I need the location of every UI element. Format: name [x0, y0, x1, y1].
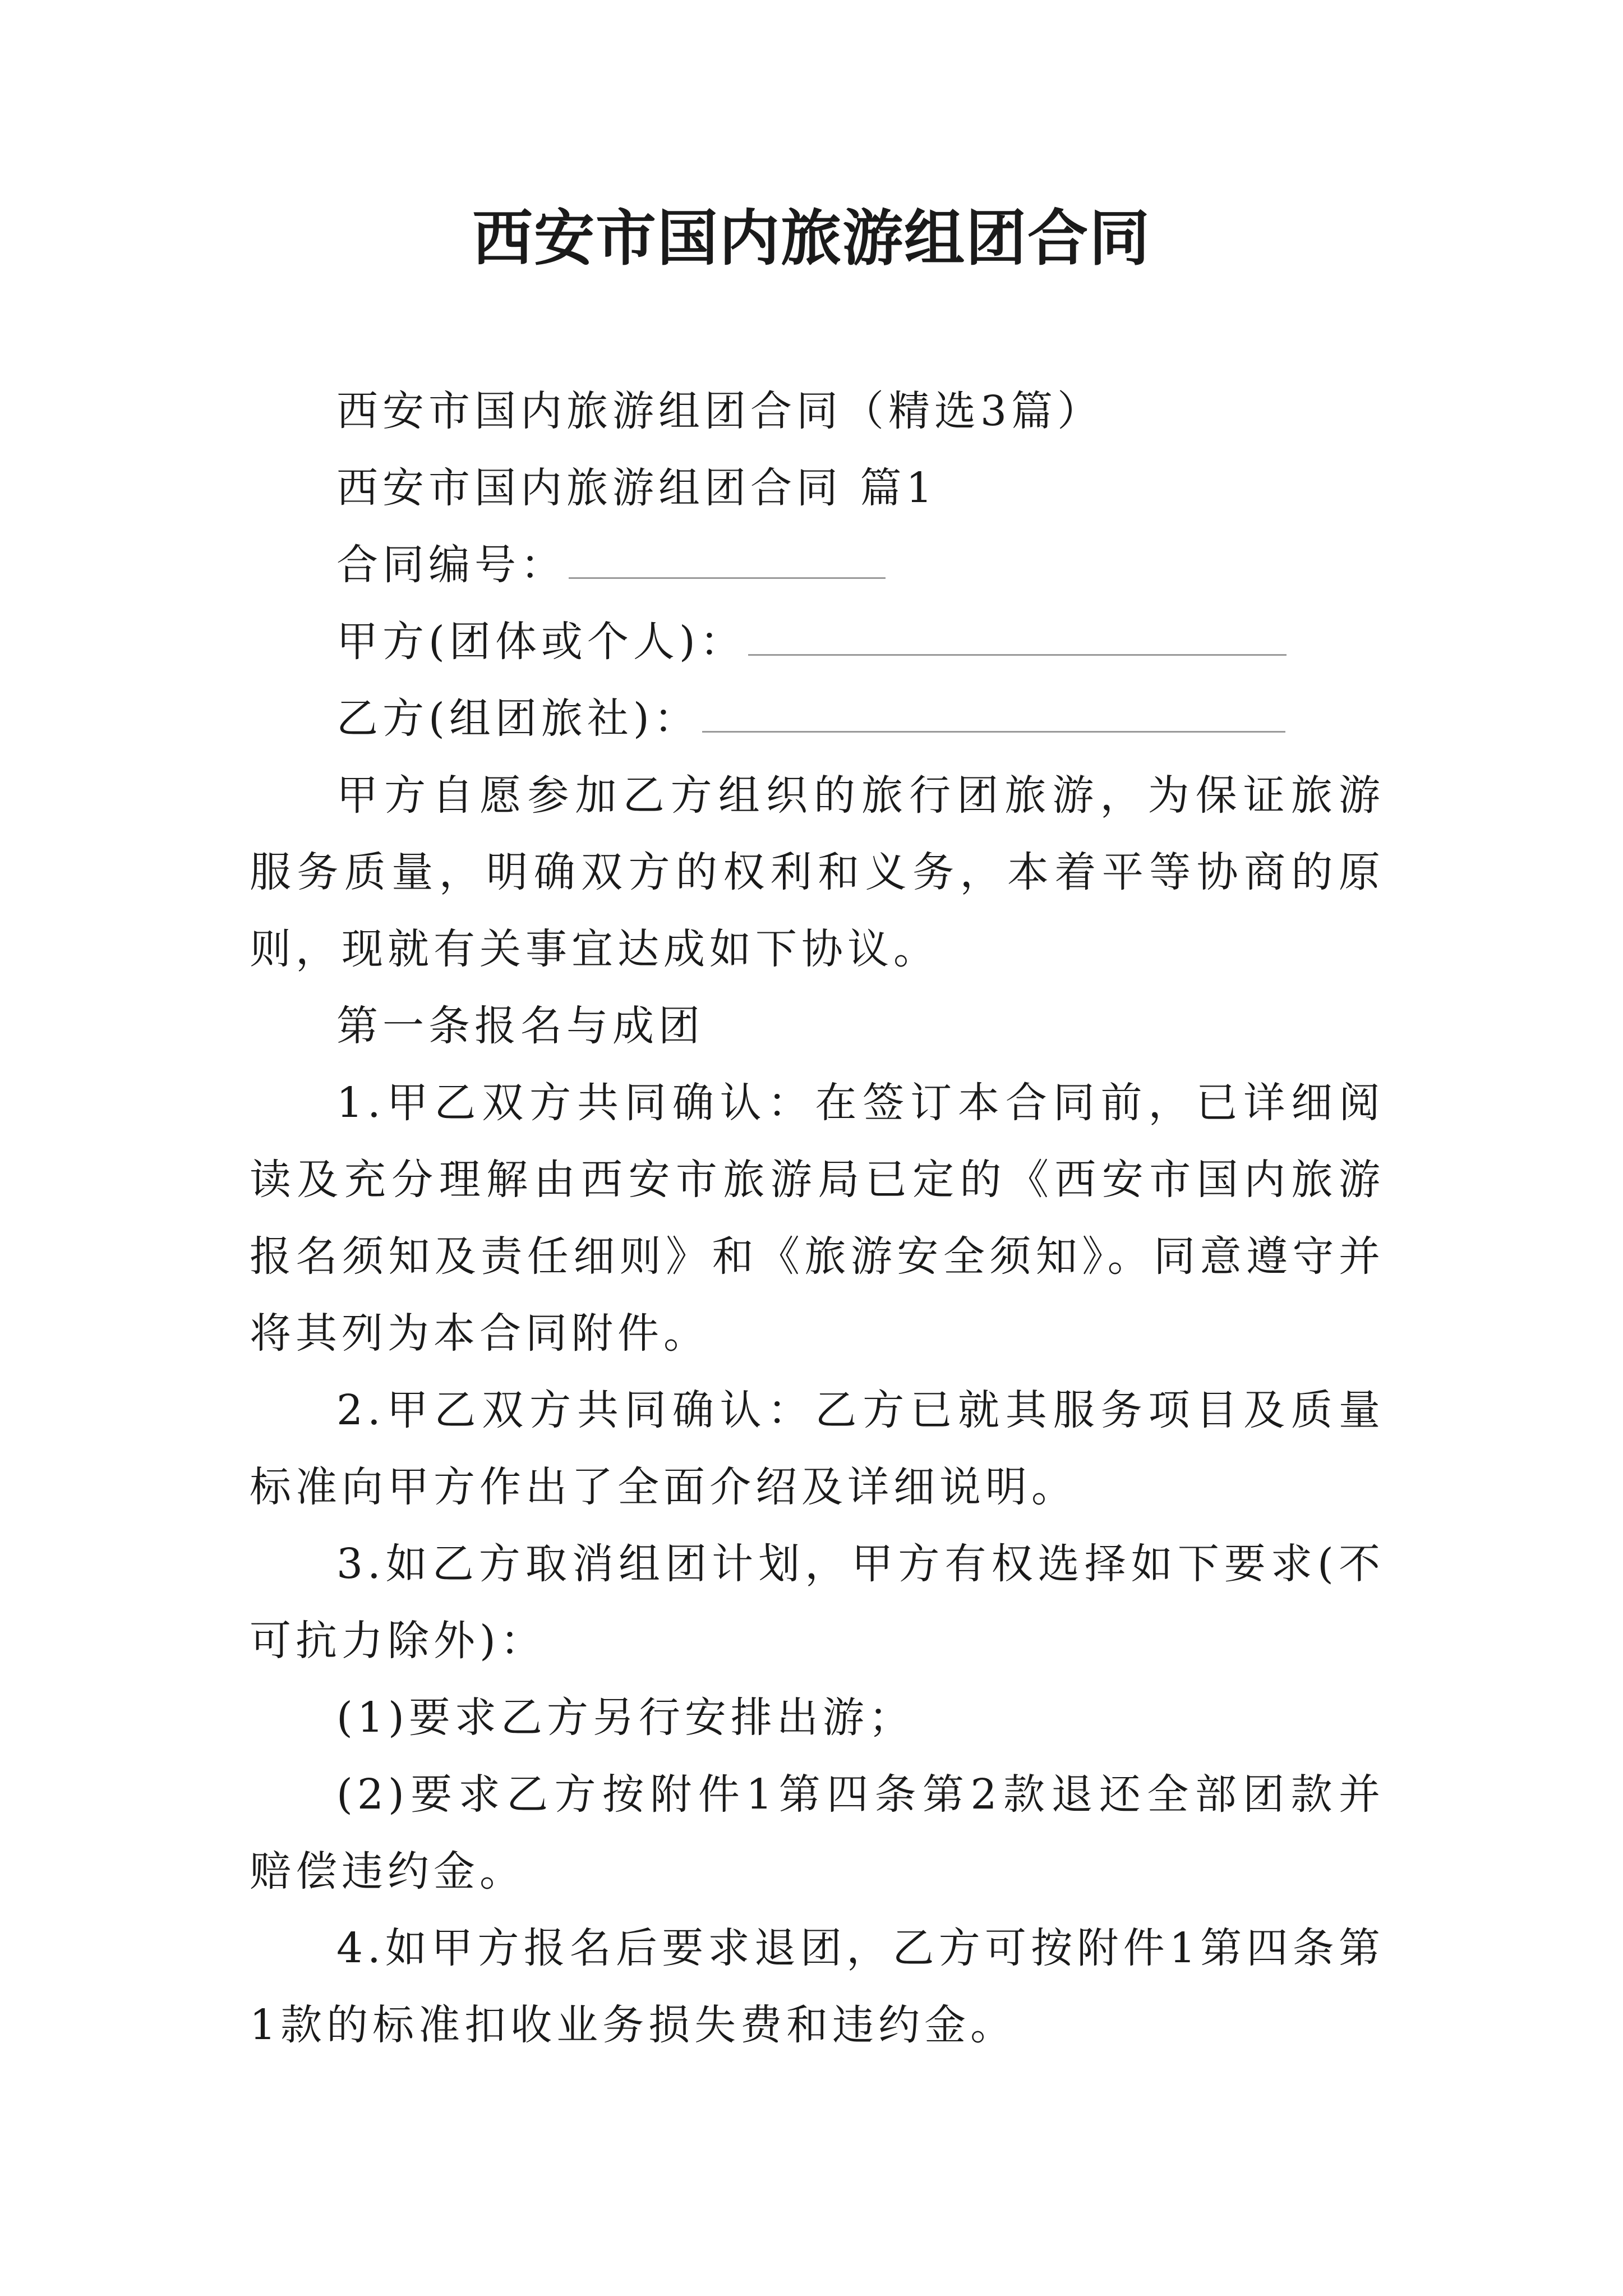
chapter-heading: 西安市国内旅游组团合同 篇1	[336, 464, 937, 512]
party-a-row	[336, 604, 1469, 680]
article-1-heading: 第一条报名与成团	[336, 1002, 704, 1050]
party-a-label: 甲方(团体或个人)：	[336, 618, 746, 666]
clause-1: 1.甲乙双方共同确认：在签订本合同前，已详细阅读及充分理解由西安市旅游局已定的《西安市国内旅游报名须知及责任细则》和《旅游安全须知》。同意遵守并将其列为本合同附件。	[250, 1079, 1385, 1358]
clause-3-item-2: (2)要求乙方按附件1第四条第2款退还全部团款并赔偿违约金。	[250, 1770, 1385, 1895]
party-b-label: 乙方(组团旅社)：	[336, 694, 700, 743]
contract-number-field[interactable]	[569, 532, 886, 579]
document-subtitle: 西安市国内旅游组团合同（精选3篇）	[336, 387, 1104, 435]
contract-number-label: 合同编号：	[336, 541, 566, 589]
clause-2: 2.甲乙双方共同确认：乙方已就其服务项目及质量标准向甲方作出了全面介绍及详细说明。	[250, 1386, 1385, 1511]
party-a-field[interactable]	[748, 609, 1287, 656]
clause-3: 3.如乙方取消组团计划，甲方有权选择如下要求(不可抗力除外)：	[250, 1540, 1385, 1665]
clause-3-item-1: (1)要求乙方另行安排出游；	[336, 1694, 915, 1742]
clause-4: 4.如甲方报名后要求退团，乙方可按附件1第四条第1款的标准扣收业务损失费和违约金。	[250, 1924, 1385, 2049]
intro-paragraph: 甲方自愿参加乙方组织的旅行团旅游，为保证旅游服务质量，明确双方的权利和义务，本着平等协商的原则，现就有关事宜达成如下协议。	[250, 771, 1385, 973]
party-b-row	[336, 680, 1469, 757]
contract-number-row	[336, 527, 1469, 604]
party-b-field[interactable]	[702, 686, 1285, 733]
document-title: 西安市国内旅游组团合同	[472, 203, 1151, 274]
